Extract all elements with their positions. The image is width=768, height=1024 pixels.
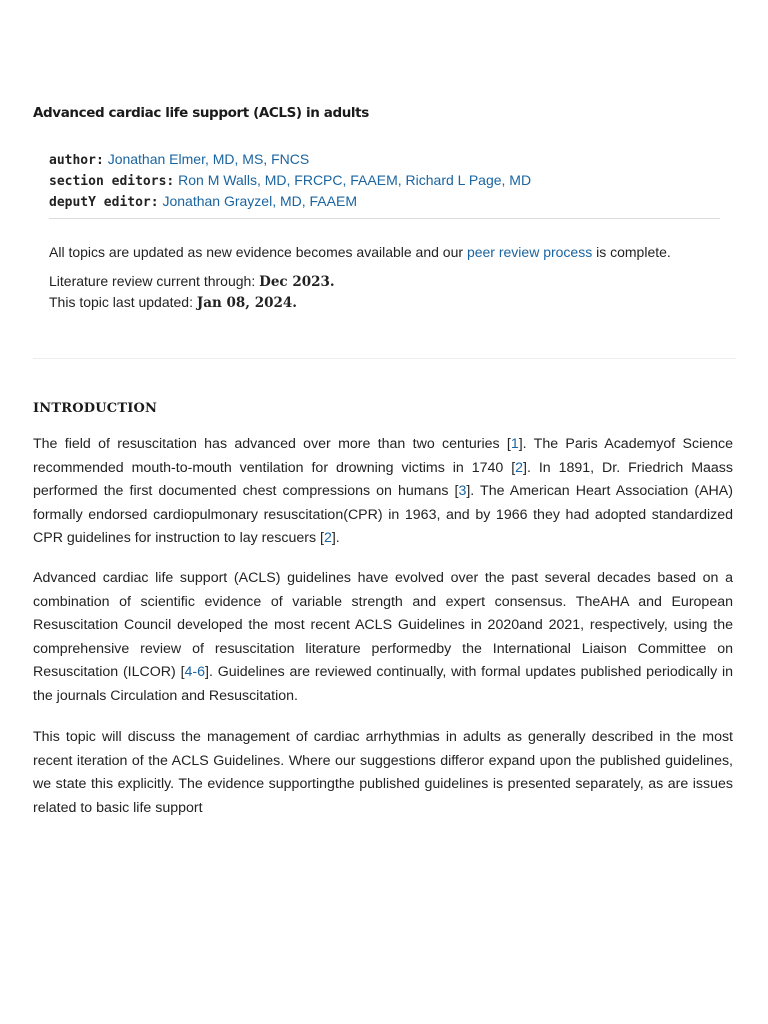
page-title: Advanced cardiac life support (ACLS) in adults bbox=[33, 105, 369, 121]
deputy-editor-row bbox=[49, 191, 531, 212]
literature-review-row bbox=[49, 271, 335, 292]
peer-review-link[interactable]: peer review process bbox=[466, 244, 593, 260]
reference-link[interactable]: 3 bbox=[458, 483, 467, 499]
text-segment: ]. The American Heart Association (AHA) formally endorsed cardiopulmonary resuscitation(CPR) in 1963, and by 1966 they had adopted standardized CPR guidelines for instruction to lay rescuers [ bbox=[33, 483, 733, 546]
dates-block bbox=[49, 271, 335, 313]
reference-link[interactable]: 2 bbox=[515, 459, 524, 476]
section-editors-row bbox=[49, 170, 531, 191]
deputy-editor-link[interactable]: Jonathan Grayzel, MD, FAAEM bbox=[162, 193, 357, 209]
text-segment: Advanced cardiac life support (ACLS) guidelines have evolved over the past several decades based on a combination of scientific evidence of variable strength and expert consensus. TheAHA and European Resuscitation Council developed the most recent ACLS Guidelines in 2020and 2021, respectively, using the comprehensive review of resuscitation literature performedby the International Liaison Committee on Resuscitation (ILCOR) [ bbox=[33, 570, 733, 680]
section-editor-separator: , bbox=[397, 172, 406, 188]
deputy-editor-label: deputY editor: bbox=[49, 195, 159, 210]
literature-review-date: Dec 2023. bbox=[259, 274, 335, 290]
author-label: author: bbox=[49, 153, 104, 168]
text-segment: The field of resuscitation has advanced over more than two centuries [ bbox=[33, 436, 511, 452]
section-editor-link-1[interactable]: Ron M Walls, MD, FRCPC, FAAEM bbox=[178, 172, 398, 188]
paragraph-1 bbox=[33, 433, 733, 551]
text-segment: ]. The Paris Academyof Science recommended mouth-to-mouth ventilation for drowning victims in 1740 [ bbox=[33, 436, 733, 476]
update-notice bbox=[49, 242, 671, 262]
notice-suffix: is complete. bbox=[592, 244, 671, 260]
author-link[interactable]: Jonathan Elmer, MD, MS, FNCS bbox=[107, 151, 310, 167]
author-row bbox=[49, 149, 531, 170]
text-segment: This topic will discuss the management of cardiac arrhythmias in adults as generally described in the most recent iteration of the ACLS Guidelines. Where our suggestions differor expand upon the published guidelines, we state this explicitly. The evidence supportingthe published guidelines is presented separately, as are issues related to basic life support bbox=[33, 729, 733, 816]
last-updated-label: This topic last updated: bbox=[49, 294, 197, 310]
section-editor-link-2[interactable]: Richard L Page, MD bbox=[405, 172, 532, 188]
author-block bbox=[49, 149, 531, 212]
divider bbox=[49, 218, 720, 219]
reference-link[interactable]: 2 bbox=[323, 530, 332, 546]
section-heading: INTRODUCTION bbox=[33, 401, 158, 416]
last-updated-row bbox=[49, 292, 335, 313]
last-updated-date: Jan 08, 2024. bbox=[196, 295, 297, 311]
paragraph-2 bbox=[33, 567, 733, 708]
section-editors-label: section editors: bbox=[49, 174, 175, 189]
text-segment: ]. bbox=[331, 530, 340, 546]
literature-review-label: Literature review current through: bbox=[49, 273, 260, 289]
reference-link[interactable]: 4-6 bbox=[184, 664, 206, 680]
reference-link[interactable]: 1 bbox=[510, 436, 519, 452]
paragraph-3 bbox=[33, 726, 733, 820]
notice-prefix: All topics are updated as new evidence becomes available and our bbox=[49, 244, 467, 260]
text-segment: ]. Guidelines are reviewed continually, with formal updates published periodically in the journals Circulation and Resuscitation. bbox=[33, 664, 733, 704]
section-divider bbox=[33, 358, 736, 359]
text-segment: ]. In 1891, Dr. Friedrich Maass performed the first documented chest compressions on humans [ bbox=[33, 459, 733, 499]
